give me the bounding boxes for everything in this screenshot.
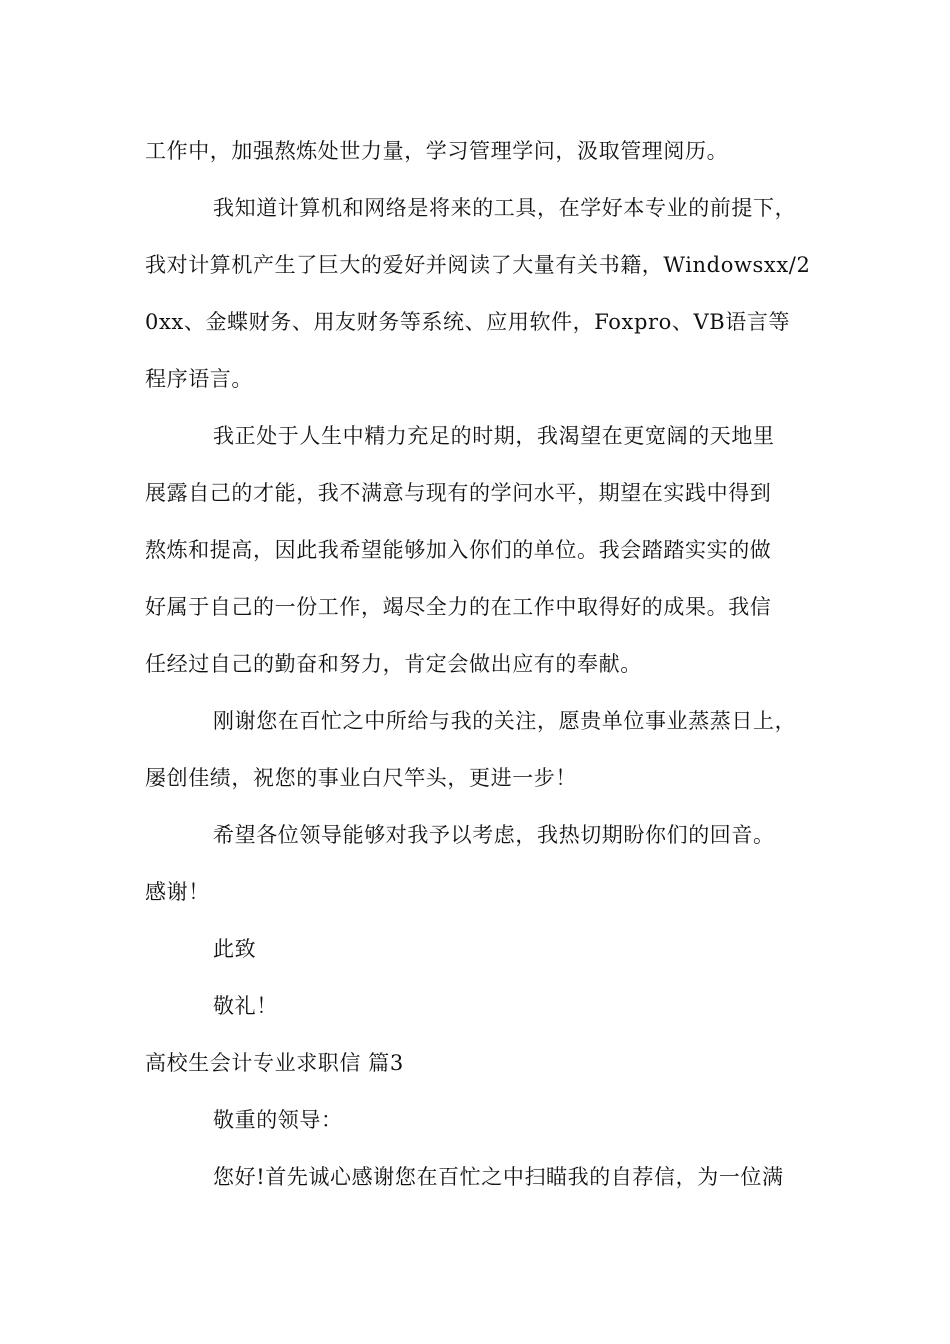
closing-salutation: 此致 <box>213 937 257 961</box>
section-heading: 高校生会计专业求职信 篇3 <box>145 1051 404 1075</box>
closing-regards: 敬礼！ <box>213 994 278 1018</box>
letter-greeting: 敬重的领导： <box>213 1108 343 1132</box>
paragraph-start: 我知道计算机和网络是将来的工具，在学好本专业的前提下， <box>213 196 797 220</box>
text-line: 感谢！ <box>145 880 210 904</box>
paragraph-start: 希望各位领导能够对我予以考虑，我热切期盼你们的回音。 <box>213 823 775 847</box>
paragraph-start: 您好!首先诚心感谢您在百忙之中扫瞄我的自荐信，为一位满 <box>213 1165 784 1189</box>
text-line: 0xx、金蝶财务、用友财务等系统、应用软件，Foxpro、VB语言等 <box>145 310 791 334</box>
paragraph-start: 刚谢您在百忙之中所给与我的关注，愿贵单位事业蒸蒸日上， <box>213 709 797 733</box>
text-line: 工作中，加强熬炼处世力量，学习管理学问，汲取管理阅历。 <box>145 139 729 163</box>
text-line: 我对计算机产生了巨大的爱好并阅读了大量有关书籍，Windowsxx/2 <box>145 253 811 277</box>
text-line: 熬炼和提高，因此我希望能够加入你们的单位。我会踏踏实实的做 <box>145 538 772 562</box>
text-line: 好属于自己的一份工作，竭尽全力的在工作中取得好的成果。我信 <box>145 595 772 619</box>
text-line: 屡创佳绩，祝您的事业白尺竿头，更进一步！ <box>145 766 577 790</box>
paragraph-start: 我正处于人生中精力充足的时期，我渴望在更宽阔的天地里 <box>213 424 775 448</box>
text-line: 程序语言。 <box>145 367 253 391</box>
text-line: 任经过自己的勤奋和努力，肯定会做出应有的奉献。 <box>145 652 642 676</box>
text-line: 展露自己的才能，我不满意与现有的学问水平，期望在实践中得到 <box>145 481 772 505</box>
